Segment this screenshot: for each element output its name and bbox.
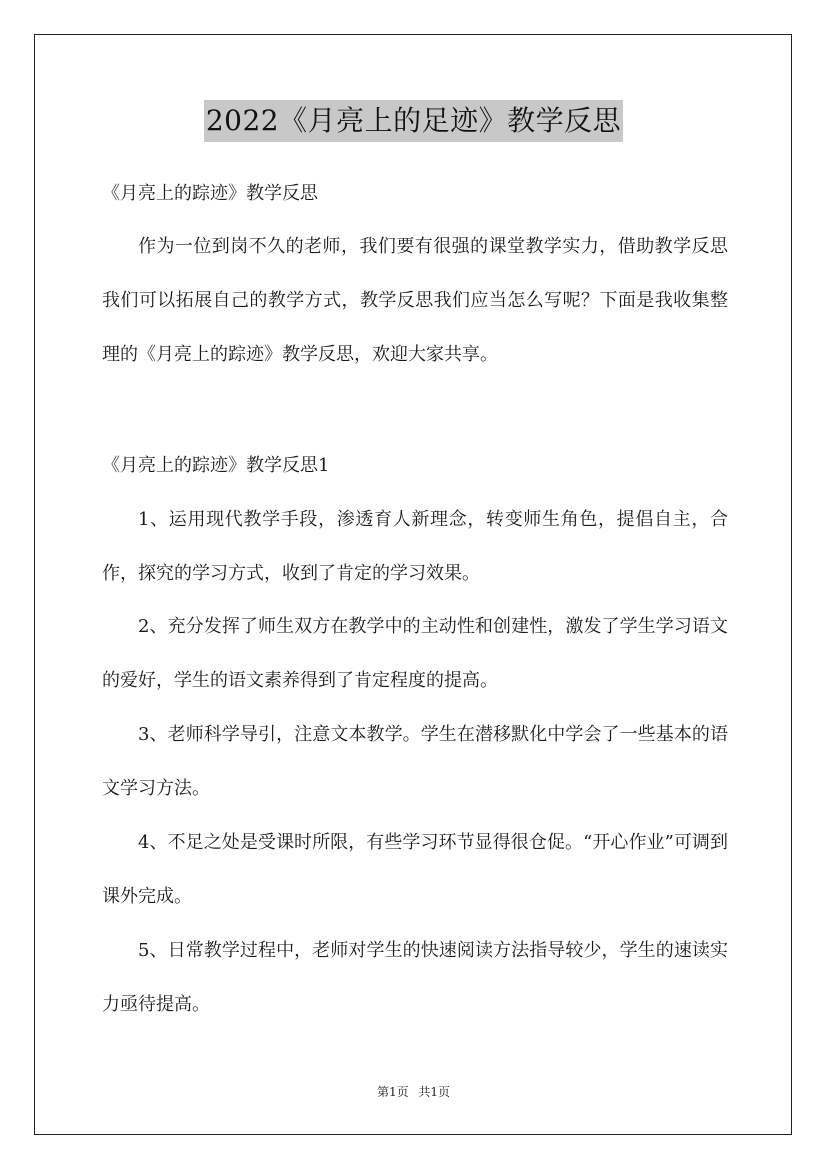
point-paragraph: 5、日常教学过程中，老师对学生的快速阅读方法指导较少，学生的速读实力亟待提高。: [102, 940, 728, 1015]
point-paragraph: 3、老师科学导引，注意文本教学。学生在潜移默化中学会了一些基本的语文学习方法。: [102, 724, 728, 799]
title-container: [0, 100, 827, 142]
point-paragraph: 1、运用现代教学手段，渗透育人新理念，转变师生角色，提倡自主，合作，探究的学习方式，收到了肯定的学习效果。: [102, 509, 728, 584]
point-paragraph: 2、充分发挥了师生双方在教学中的主动性和创建性，激发了学生学习语文的爱好，学生的语文素养得到了肯定程度的提高。: [102, 616, 728, 691]
point-paragraph: 4、不足之处是受课时所限，有些学习环节显得很仓促。“开心作业”可调到课外完成。: [102, 832, 728, 907]
intro-heading: 《月亮上的踪迹》教学反思: [102, 183, 318, 204]
intro-paragraph: 作为一位到岗不久的老师，我们要有很强的课堂教学实力，借助教学反思我们可以拓展自己的教学方式，教学反思我们应当怎么写呢？下面是我收集整理的《月亮上的踪迹》教学反思，欢迎大家共享。: [102, 236, 728, 365]
page-total: 共1页: [418, 1085, 451, 1099]
page-footer: [0, 1083, 827, 1100]
page-number: 第1页: [376, 1085, 409, 1099]
section-heading: 《月亮上的踪迹》教学反思1: [102, 455, 330, 476]
document-title: 2022《月亮上的足迹》教学反思: [204, 100, 623, 142]
